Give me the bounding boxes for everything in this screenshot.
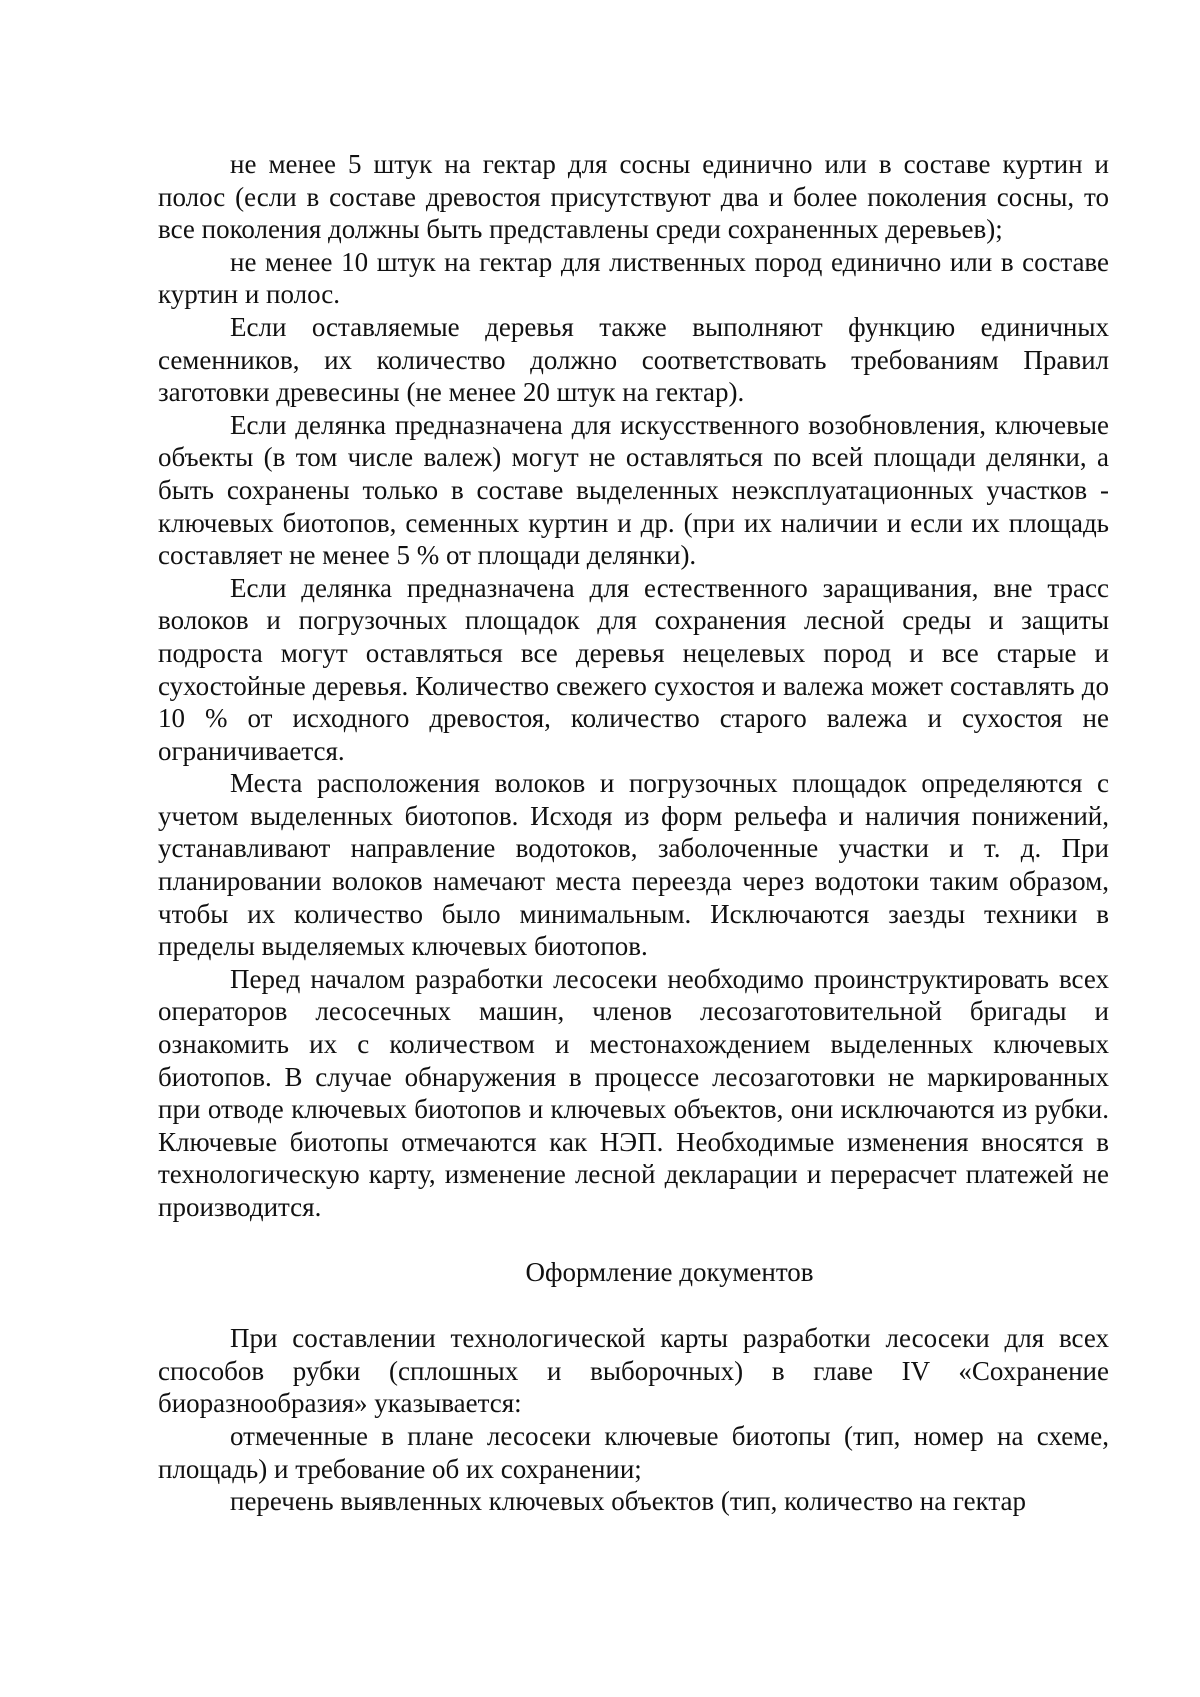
paragraph-artificial-regeneration: Если делянка предназначена для искусственного возобновления, ключевые объекты (в том числе валеж) могут не оставляться по всей площади делянки, а быть сохранены только в составе выделенных неэксплуатационных участков - ключевых биотопов, семенных куртин и др. (при их наличии и если их площадь составляет не менее 5 % от площади делянки). bbox=[158, 409, 1109, 571]
paragraph-natural-regrowth: Если делянка предназначена для естественного заращивания, вне трасс волоков и погрузочных площадок для сохранения лесной среды и защиты подроста могут оставляться все деревья нецелевых пород и все старые и сухостойные деревья. Количество свежего сухостоя и валежа может составлять до 10 % от исходного древостоя, количество старого валежа и сухостоя не ограничивается. bbox=[158, 572, 1109, 766]
document-page bbox=[158, 148, 1109, 1518]
paragraph-key-biotopes-list: отмеченные в плане лесосеки ключевые биотопы (тип, номер на схеме, площадь) и требование об их сохранении; bbox=[158, 1420, 1109, 1484]
section-heading: Оформление документов bbox=[525, 1256, 814, 1287]
paragraph-operator-instruction: Перед началом разработки лесосеки необходимо проинструктировать всех операторов лесосечных машин, членов лесозаготовительной бригады и ознакомить их с количеством и местонахождением выделенных ключевых биотопов. В случае обнаружения в процессе лесозаготовки не маркированных при отводе ключевых биотопов и ключевых объектов, они исключаются из рубки. Ключевые биотопы отмечаются как НЭП. Необходимые изменения вносятся в технологическую карту, изменение лесной декларации и перерасчет платежей не производится. bbox=[158, 963, 1109, 1222]
paragraph-key-objects-list: перечень выявленных ключевых объектов (тип, количество на гектар bbox=[230, 1486, 1027, 1517]
paragraph-technological-map: При составлении технологической карты разработки лесосеки для всех способов рубки (сплошных и выборочных) в главе IV «Сохранение биоразнообразия» указывается: bbox=[158, 1323, 1109, 1419]
paragraph-seed-trees: Если оставляемые деревья также выполняют функцию единичных семенников, их количество должно соответствовать требованиям Правил заготовки древесины (не менее 20 штук на гектар). bbox=[158, 311, 1109, 408]
paragraph-pine-trees-requirement: не менее 5 штук на гектар для сосны единично или в составе куртин и полос (если в составе древостоя присутствуют два и более поколения сосны, то все поколения должны быть представлены среди сохраненных деревьев); bbox=[158, 149, 1109, 245]
paragraph-deciduous-trees-requirement: не менее 10 штук на гектар для лиственных пород единично или в составе куртин и полос. bbox=[158, 246, 1109, 310]
paragraph-skid-trails: Места расположения волоков и погрузочных площадок определяются с учетом выделенных биотопов. Исходя из форм рельефа и наличия понижений, устанавливают направление водотоков, заболоченные участки и т. д. При планировании волоков намечают места переезда через водотоки таким образом, чтобы их количество было минимальным. Исключаются заезды техники в пределы выделяемых ключевых биотопов. bbox=[158, 768, 1109, 962]
